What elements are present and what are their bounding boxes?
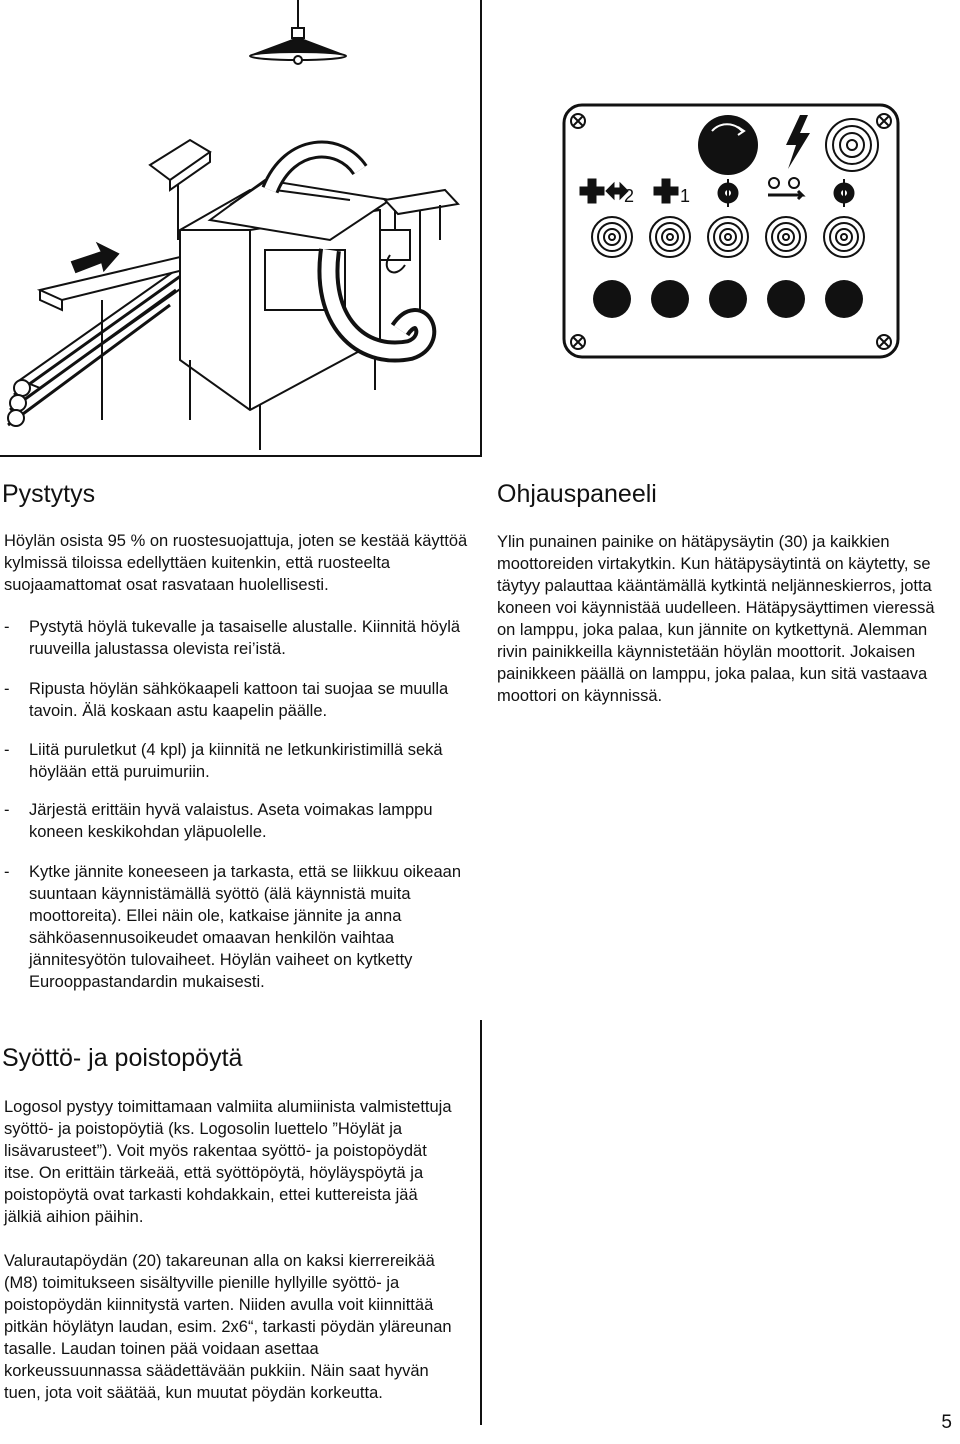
control-panel-paragraph: Ylin punainen painike on hätäpysäytin (30) ja kaikkien moottoreiden virtakytkin. Kun hätäpysäytintä on käytetty, se täytyy palauttaa kääntämällä kytkintä neljänneskierros, jotta koneen voi käynnistää uudelleen. Hätäpysäyttimen vieressä on lamppu, joka palaa, kun jännite on kytkettynä. Alemman rivin painikkeilla käynnistetään höylän moottorit. Jokaisen painikkeen päällä on lamppu, joka palaa, kun sitä vastaava moottori on käynnissä. [497, 533, 935, 705]
motor-button [593, 280, 631, 318]
page-number: 5 [941, 1412, 952, 1433]
list-dash: - [4, 680, 10, 698]
motor-button [709, 280, 747, 318]
label-1: 1 [680, 186, 691, 206]
intro-paragraph: Höylän osista 95 % on ruostesuojattuja, joten se kestää käyttöä kylmissä tiloissa edellyttäen kuitenkin, että ruosteelta suojaamattomat osat rasvataan huolellisesti. [4, 532, 468, 594]
column-divider-bottom [480, 1020, 482, 1425]
list-item [4, 739, 474, 783]
column-divider-top [480, 0, 482, 455]
figure-bottom-rule-left [0, 455, 482, 457]
motor-button [767, 280, 805, 318]
list-dash: - [4, 801, 10, 819]
list-item-text: Kytke jännite koneeseen ja tarkasta, että se liikkuu oikeaan suuntaan käynnistämällä syöttö (älä käynnistä muita moottoreita). Ellei näin ole, katkaise jännite ja anna sähköasennusoikeudet omaavan henkilön vaihtaa jännitesyötön tulovaiheet. Höylän vaiheet on kytketty Eurooppastandardin mukaisesti. [29, 863, 462, 991]
list-dash: - [4, 618, 10, 636]
list-dash: - [4, 741, 10, 759]
label-2: 2 [624, 186, 635, 206]
list-item [4, 861, 474, 993]
list-item-text: Järjestä erittäin hyvä valaistus. Aseta voimakas lamppu koneen keskikohdan yläpuolelle. [29, 801, 433, 841]
tables-paragraph-1: Logosol pystyy toimittamaan valmiita alumiinista valmistettuja syöttö- ja poistopöytiä (ks. Logosolin luettelo ”Höylät ja lisävarusteet”). Voit myös rakentaa syöttö- ja poistopöydät itse. On erittäin tärkeää, että syöttöpöytä, höyläyspöytä ja poistopöytä ovat tarkasti kohdakkain, ettei kuttereista jää jälkiä aihion päihin. [4, 1098, 452, 1226]
heading-syotto-ja-poistopoyta: Syöttö- ja poistopöytä [2, 1044, 243, 1072]
list-item-text: Ripusta höylän sähkökaapeli kattoon tai suojaa se muulla tavoin. Älä koskaan astu kaapelin päälle. [29, 680, 449, 720]
list-dash: - [4, 863, 10, 881]
list-item [4, 616, 474, 660]
heading-pystytys: Pystytys [2, 480, 96, 508]
heading-ohjauspaneeli: Ohjauspaneeli [497, 480, 657, 508]
motor-button [651, 280, 689, 318]
control-panel-illustration [562, 103, 902, 361]
list-item [4, 678, 474, 722]
list-item-text: Pystytä höylä tukevalle ja tasaiselle alustalle. Kiinnitä höylä ruuveilla jalustassa olevista rei’istä. [29, 618, 461, 658]
list-item-text: Liitä puruletkut (4 kpl) ja kiinnitä ne letkunkiristimillä sekä höylään että puruimuriin. [29, 741, 443, 781]
list-item [4, 799, 474, 843]
planer-machine-illustration [0, 0, 478, 453]
motor-button [825, 280, 863, 318]
tables-paragraph-2: Valurautapöydän (20) takareunan alla on kaksi kierrereikää (M8) toimitukseen sisältyville pienille hyllyille syöttö- ja poistopöydän kiinnitystä varten. Niiden avulla voit kiinnittää pitkän höylätyn laudan, esim. 2x6“, tarkasti pöydän yläreunan tasalle. Laudan toinen pää voidaan asettaa korkeussuunnassa säädettävään pukkiin. Näin saat hyvän tuen, jota voit säätää, kun muutat pöydän korkeutta. [4, 1252, 452, 1402]
